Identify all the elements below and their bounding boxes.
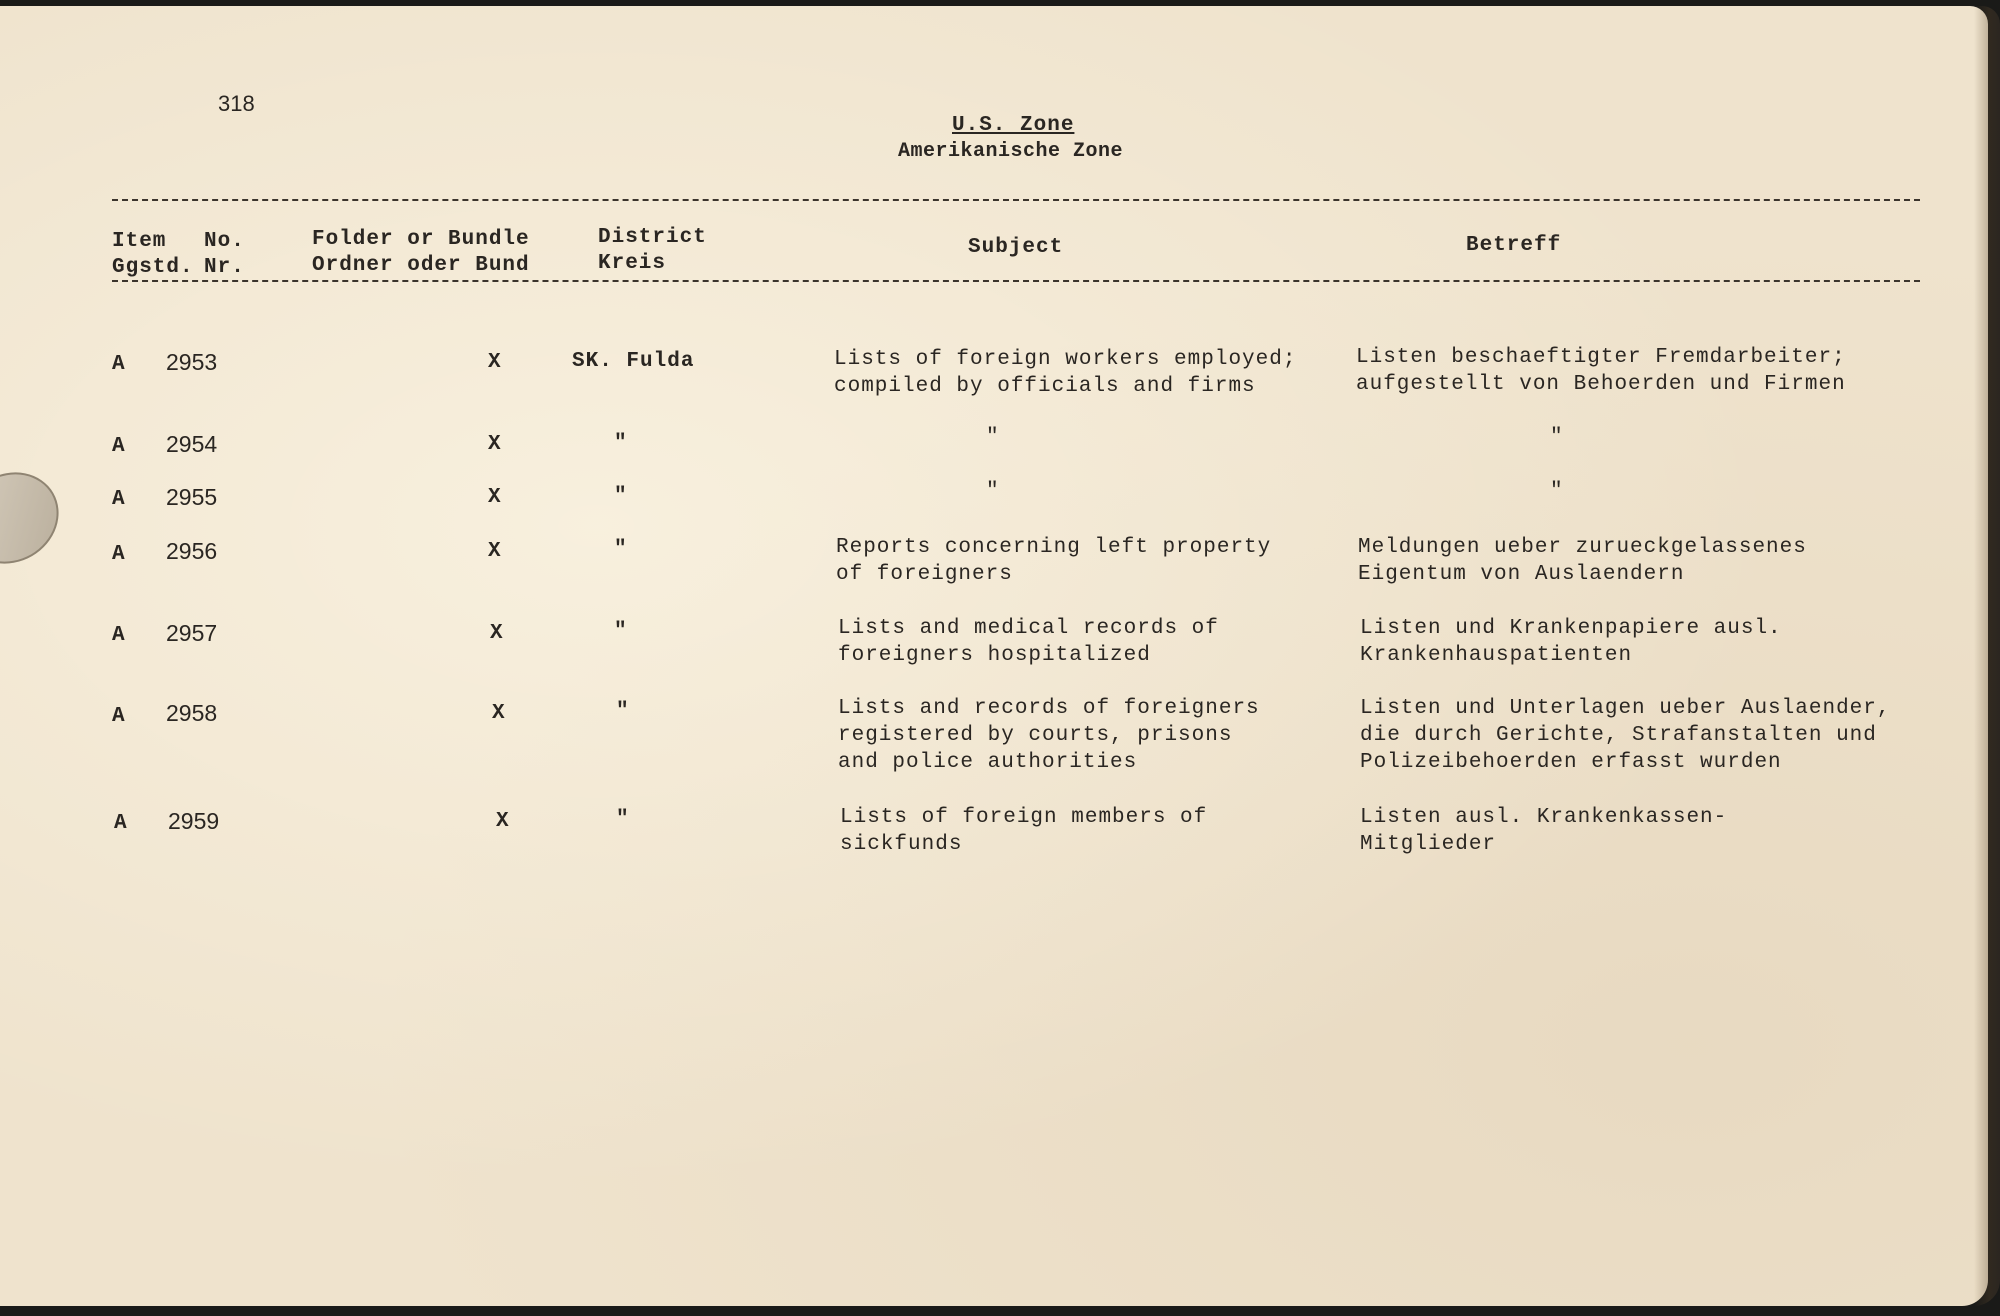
page-edge-shadow [1974,6,2000,1306]
binder-tab [0,455,75,581]
page-subtitle: Amerikanische Zone [898,140,1124,163]
header-no: No. [204,230,245,253]
row-betreff: Meldungen ueber zurueckgelassenes Eigentum von Auslaendern [1358,536,1807,586]
row-number: 2959 [168,808,220,834]
header-rule-top [112,199,1920,201]
row-district: " [614,620,628,643]
row-item: A [112,705,126,728]
row-item: A [112,435,126,458]
header-kreis: Kreis [598,252,667,275]
row-betreff: " [1550,426,1564,449]
row-district: " [614,485,628,508]
header-district: District [598,226,707,249]
document-page [0,6,1988,1306]
row-district: SK. Fulda [572,350,695,373]
header-betreff: Betreff [1466,234,1562,257]
row-number: 2955 [166,484,218,510]
header-nr: Nr. [204,256,245,279]
row-item: A [112,488,126,511]
row-item: A [112,353,126,376]
header-rule-bottom [112,280,1920,282]
row-subject: Lists of foreign workers employed; compiled by officials and firms [834,348,1297,398]
header-ggstd: Ggstd. [112,256,194,279]
row-district: " [614,432,628,455]
row-betreff: Listen und Unterlagen ueber Auslaender, die durch Gerichte, Strafanstalten und Polizeibehoerden erfasst wurden [1360,697,1891,774]
row-subject: Lists and medical records of foreigners hospitalized [838,617,1219,667]
row-number: 2958 [166,700,218,726]
row-betreff: Listen ausl. Krankenkassen- Mitglieder [1360,806,1728,856]
header-ordner: Ordner oder Bund [312,254,530,277]
header-subject: Subject [968,236,1064,259]
row-betreff: " [1550,480,1564,503]
row-folder-mark: X [488,351,502,374]
row-folder-mark: X [488,540,502,563]
row-folder-mark: X [492,702,506,725]
row-subject: Lists and records of foreigners registered by courts, prisons and police authorities [838,697,1260,774]
row-item: A [114,812,128,835]
row-district: " [616,808,630,831]
row-subject: Reports concerning left property of foreigners [836,536,1272,586]
row-number: 2954 [166,431,218,457]
row-item: A [112,624,126,647]
row-folder-mark: X [488,486,502,509]
row-folder-mark: X [488,433,502,456]
row-betreff: Listen beschaeftigter Fremdarbeiter; aufgestellt von Behoerden und Firmen [1356,346,1846,396]
row-number: 2957 [166,620,218,646]
row-number: 2953 [166,349,218,375]
row-subject: Lists of foreign members of sickfunds [840,806,1208,856]
row-district: " [616,700,630,723]
row-number: 2956 [166,538,218,564]
header-item: Item [112,230,167,253]
page-title: U.S. Zone [952,114,1075,137]
row-folder-mark: X [496,810,510,833]
header-folder: Folder or Bundle [312,228,530,251]
row-subject: " [986,426,1000,449]
row-betreff: Listen und Krankenpapiere ausl. Krankenhauspatienten [1360,617,1782,667]
row-item: A [112,543,126,566]
page-number: 318 [218,91,255,116]
row-folder-mark: X [490,622,504,645]
row-district: " [614,538,628,561]
row-subject: " [986,480,1000,503]
